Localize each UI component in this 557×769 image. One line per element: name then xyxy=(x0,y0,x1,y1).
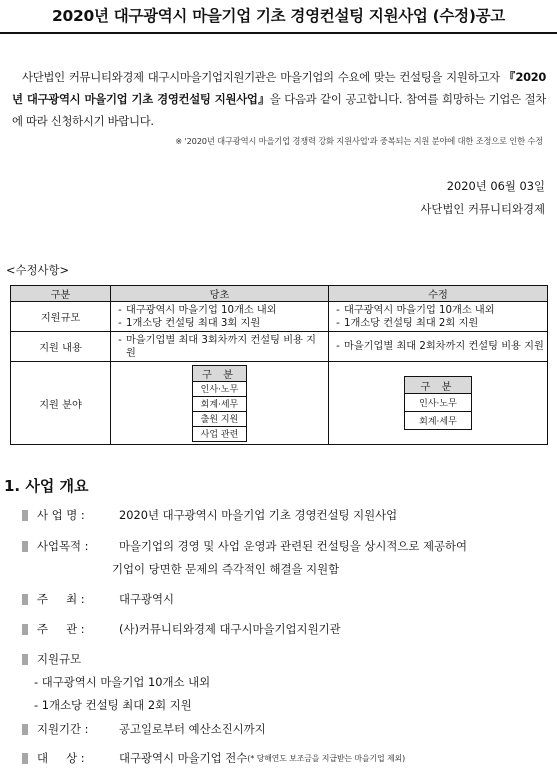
field-item: 인사·노무 xyxy=(405,394,472,412)
before-cell xyxy=(111,362,329,445)
changes-header-row xyxy=(11,286,548,302)
list-item: 1개소당 컨설팅 최대 2회 지원 xyxy=(344,317,479,329)
after-cell: - 대구광역시 마을기업 10개소 내외 - 1개소당 컨설팅 최대 2회 지원 xyxy=(329,302,548,332)
notice-date: 2020년 06월 03일 xyxy=(446,179,545,193)
before-cell: - 대구광역시 마을기업 10개소 내외 - 1개소당 컨설팅 최대 3회 지원 xyxy=(111,302,329,332)
square-bullet-icon xyxy=(22,510,28,521)
overview-item-target xyxy=(22,750,405,766)
overview-item-host xyxy=(22,591,174,607)
col-header-category: 구분 xyxy=(11,286,111,302)
list-item: 대구광역시 마을기업 10개소 내외 xyxy=(344,304,495,316)
list-item: 마을기업별 최대 3회차까지 컨설팅 비용 지원 xyxy=(126,334,316,359)
item-value: 마을기업의 경영 및 사업 운영과 관련된 컨설팅을 상시적으로 제공하여 xyxy=(119,539,468,553)
field-table-after xyxy=(404,376,472,430)
col-header-before: 당초 xyxy=(111,286,329,302)
item-value: 대구광역시 마을기업 전수 xyxy=(119,751,248,765)
item-value: 대구광역시 xyxy=(119,592,175,606)
item-label: 사업목적 : xyxy=(37,539,89,553)
item-value: 2020년 대구광역시 마을기업 기초 경영컨설팅 지원사업 xyxy=(119,508,398,522)
overview-item-period xyxy=(22,721,266,737)
square-bullet-icon xyxy=(22,753,28,764)
after-cell: - 마을기업별 최대 2회차까지 컨설팅 비용 지원 xyxy=(329,332,548,362)
field-table-before xyxy=(192,365,248,442)
title-rule xyxy=(0,32,557,34)
after-cell xyxy=(329,362,548,445)
item-label: 지원기간 : xyxy=(37,722,89,736)
row-label: 지원규모 xyxy=(11,302,111,332)
col-header-after: 수정 xyxy=(329,286,548,302)
field-item: 인사·노무 xyxy=(192,381,247,396)
item-label: 지원규모 xyxy=(37,652,82,666)
field-item: 사업 관련 xyxy=(192,426,247,441)
table-row xyxy=(11,302,548,332)
intro-footnote: ※ '2020년 대구광역시 마을기업 경쟁력 강화 지원사업'과 중복되는 지원 분야에 대한 조정으로 인한 수정 xyxy=(175,136,543,146)
list-item: 대구광역시 마을기업 10개소 내외 xyxy=(126,304,277,316)
item-value: (사)커뮤니티와경제 대구시마을기업지원기관 xyxy=(119,622,341,636)
field-table-header: 구 분 xyxy=(405,377,472,394)
item-label: 대 상 : xyxy=(37,751,85,765)
table-row xyxy=(11,362,548,445)
overview-item-scale xyxy=(22,651,81,667)
notice-org: 사단법인 커뮤니티와경제 xyxy=(420,202,545,216)
overview-item-organizer xyxy=(22,621,341,637)
list-item: 마을기업별 최대 2회차까지 컨설팅 비용 지원 xyxy=(344,341,544,352)
intro-paragraph xyxy=(12,66,546,132)
scale-sub-item: - 1개소당 컨설팅 최대 2회 지원 xyxy=(34,698,192,712)
field-item: 출원 지원 xyxy=(192,411,247,426)
item-value-continued: 기업이 당면한 문제의 즉각적인 해결을 지원함 xyxy=(112,562,340,576)
overview-item-purpose xyxy=(22,538,467,554)
intro-text-pre: 사단법인 커뮤니티와경제 대구시마을기업지원기관은 마을기업의 수요에 맞는 컨설팅을 지원하고자 xyxy=(22,70,504,84)
overview-item-name xyxy=(22,507,397,523)
item-value: 공고일로부터 예산소진시까지 xyxy=(119,722,266,736)
row-label: 지원 내용 xyxy=(11,332,111,362)
square-bullet-icon xyxy=(22,624,28,635)
changes-heading: <수정사항> xyxy=(6,263,70,277)
field-item: 회계·세무 xyxy=(192,396,247,411)
row-label: 지원 분야 xyxy=(11,362,111,445)
item-label: 주 관 : xyxy=(37,622,85,636)
intro-text-post: 을 다음과 같이 공고합니다. 참여를 희망하는 기업은 절차에 따라 신청하시기 바랍니다. xyxy=(12,92,546,128)
field-item: 회계·세무 xyxy=(405,412,472,430)
square-bullet-icon xyxy=(22,541,28,552)
list-item: 1개소당 컨설팅 최대 3회 지원 xyxy=(126,317,261,329)
before-cell: - 마을기업별 최대 3회차까지 컨설팅 비용 지원 xyxy=(111,332,329,362)
changes-table xyxy=(10,285,548,445)
item-label: 주 최 : xyxy=(37,592,85,606)
section-title: 1. 사업 개요 xyxy=(4,477,89,495)
item-note: (* 당해연도 보조금을 지급받는 마을기업 제외) xyxy=(247,753,406,763)
square-bullet-icon xyxy=(22,654,28,665)
field-table-header: 구 분 xyxy=(192,365,247,381)
square-bullet-icon xyxy=(22,724,28,735)
item-label: 사 업 명 : xyxy=(37,508,85,522)
scale-sub-item: - 대구광역시 마을기업 10개소 내외 xyxy=(34,675,211,689)
intro-text-bold: 『2020년 대구광역시 마을기업 기초 경영컨설팅 지원사업』 xyxy=(12,70,546,106)
table-row xyxy=(11,332,548,362)
page-title: 2020년 대구광역시 마을기업 기초 경영컨설팅 지원사업 (수정)공고 xyxy=(52,7,505,25)
square-bullet-icon xyxy=(22,594,28,605)
